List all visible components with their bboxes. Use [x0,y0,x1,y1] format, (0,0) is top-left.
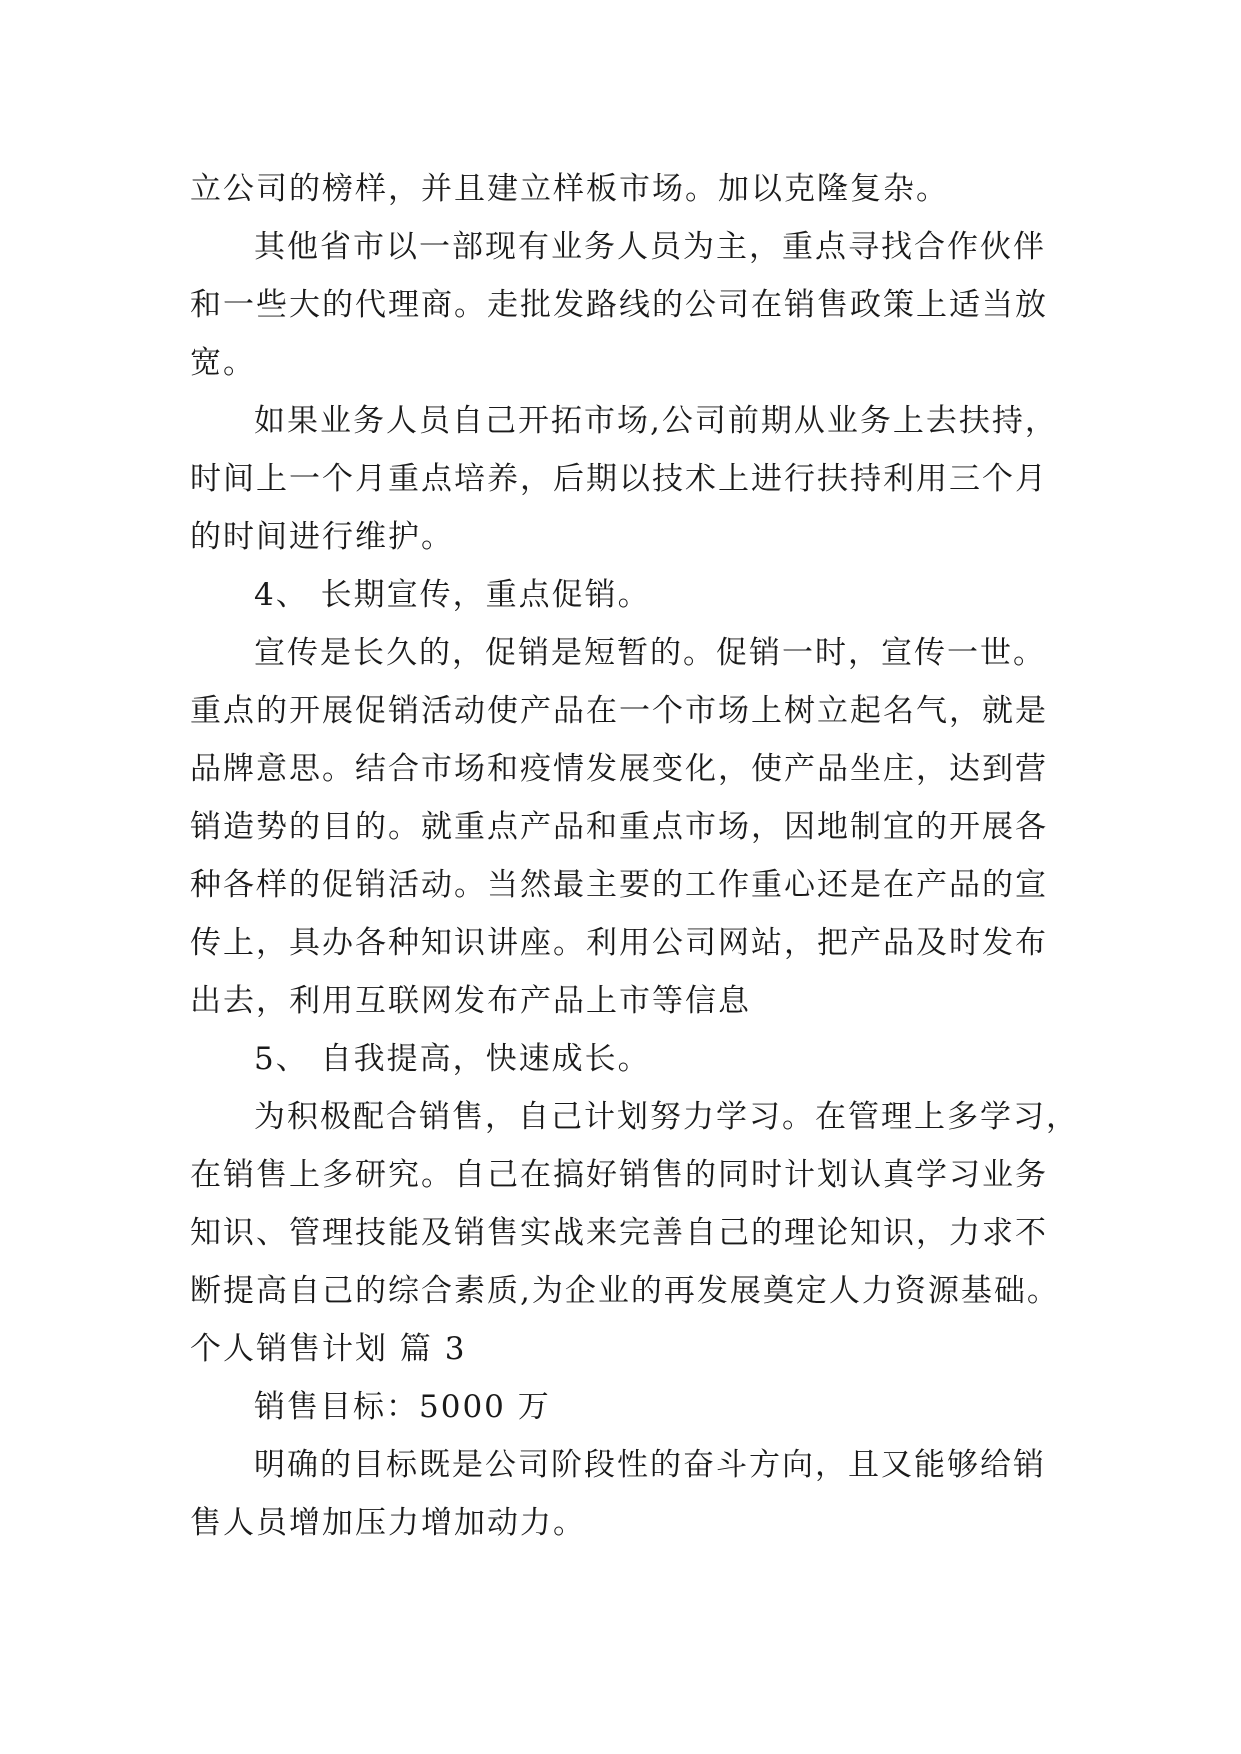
text-line: 宽。 [190,345,256,381]
text-line: 为积极配合销售，自己计划努力学习。在管理上多学习， [254,1099,1079,1135]
text-line: 传上，具办各种知识讲座。利用公司网站，把产品及时发布 [190,925,1048,961]
text-line: 明确的目标既是公司阶段性的奋斗方向，且又能够给销 [254,1447,1046,1483]
sales-target-line: 销售目标：5000 万 [254,1389,551,1425]
text-line: 其他省市以一部现有业务人员为主，重点寻找合作伙伴 [254,229,1046,265]
text-line: 和一些大的代理商。走批发路线的公司在销售政策上适当放 [190,287,1048,323]
text-line: 时间上一个月重点培养，后期以技术上进行扶持利用三个月 [190,461,1048,497]
text-line: 的时间进行维护。 [190,519,454,555]
text-line: 出去，利用互联网发布产品上市等信息 [190,983,751,1019]
section-heading: 5、 自我提高，快速成长。 [254,1041,651,1077]
document-section-title: 个人销售计划 篇 3 [190,1331,467,1367]
text-line: 品牌意思。结合市场和疫情发展变化，使产品坐庄，达到营 [190,751,1048,787]
text-line: 如果业务人员自己开拓市场,公司前期从业务上去扶持， [254,403,1058,439]
text-line: 种各样的促销活动。当然最主要的工作重心还是在产品的宣 [190,867,1048,903]
document-body [190,160,1079,1552]
text-line: 售人员增加压力增加动力。 [190,1505,586,1541]
text-line: 宣传是长久的，促销是短暂的。促销一时，宣传一世。 [254,635,1046,671]
text-line: 重点的开展促销活动使产品在一个市场上树立起名气，就是 [190,693,1048,729]
text-line: 立公司的榜样，并且建立样板市场。加以克隆复杂。 [190,171,949,207]
text-line: 断提高自己的综合素质,为企业的再发展奠定人力资源基础。 [190,1273,1060,1309]
text-line: 知识、管理技能及销售实战来完善自己的理论知识，力求不 [190,1215,1048,1251]
section-heading: 4、 长期宣传，重点促销。 [254,577,651,613]
text-line: 销造势的目的。就重点产品和重点市场，因地制宜的开展各 [190,809,1048,845]
text-line: 在销售上多研究。自己在搞好销售的同时计划认真学习业务 [190,1157,1048,1193]
